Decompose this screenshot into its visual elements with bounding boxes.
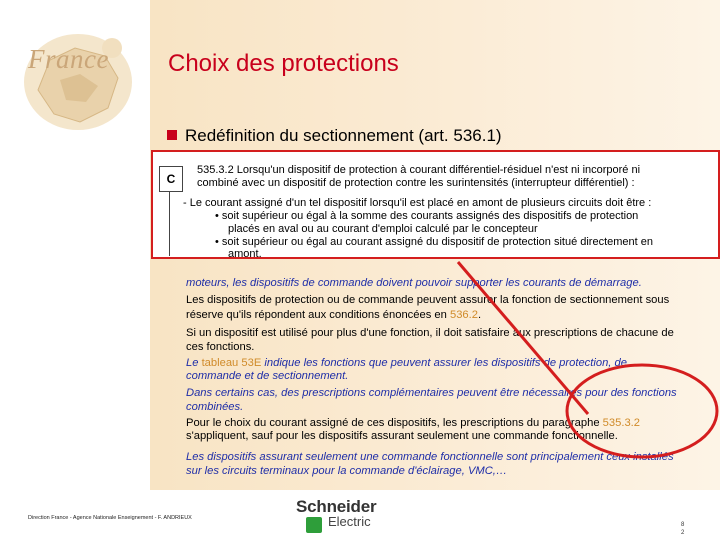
doc-reference: 536.2 [449,309,478,321]
excerpt-line: amont. [228,248,262,260]
doc-line: s'appliquent, sauf pour les dispositifs assurant seulement une commande fonctionnelle. [186,430,618,442]
excerpt-line: 535.3.2 Lorsqu'un dispositif de protection à courant différentiel-résiduel n'est ni incorporé ni [197,164,641,176]
page-number-bottom: 2 [681,530,685,536]
doc-reference: 535.3.2 [602,417,640,429]
logo-text: France [28,44,109,74]
doc-line: ces fonctions. [186,341,255,353]
page-number-top: 8 [681,522,685,528]
doc-line: Si un dispositif est utilisé pour plus d'une fonction, il doit satisfaire aux prescriptions de chacune de [186,327,674,339]
doc-line-text: réserve qu'ils répondent aux conditions énoncées en [186,309,450,321]
excerpt-line: • soit supérieur ou égal au courant assigné du dispositif de protection situé directement en [215,236,654,248]
annotation-ellipse [567,365,717,457]
doc-line-text: Le [186,357,202,369]
slide-title: Choix des protections [168,50,399,77]
doc-line: Dans certains cas, des prescriptions complémentaires peuvent être nécessaires pour des fonctions [186,387,677,399]
excerpt-line: placés en aval ou au courant d'emploi calculé par le concepteur [228,223,538,235]
doc-line-text: . [477,309,482,321]
footer-credit: Direction France - Agence Nationale Enseignement - F. ANDRIEUX [28,515,192,521]
excerpt-line: - Le courant assigné d'un tel dispositif lorsqu'il est placé en amont de plusieurs circuits doit être : [183,197,652,209]
page-number [681,521,684,537]
doc-line: moteurs, les dispositifs de commande doivent pouvoir supporter les courants de démarrage. [186,277,642,289]
brand-name: Schneider [296,497,377,516]
doc-line: sur les circuits terminaux pour la commande d'éclairage, VMC,… [186,465,508,477]
doc-line: commande et de sectionnement. [186,370,349,382]
doc-line: Les dispositifs de protection ou de commande peuvent assurer la fonction de sectionnement sous [186,294,670,306]
doc-line-text: Pour le choix du courant assigné de ces dispositifs, les prescriptions du paragraphe [186,417,603,429]
doc-reference: tableau 53E [201,357,262,369]
section-letter-box: C [159,166,183,192]
brand-sub: Electric [328,514,371,529]
excerpt-line: combiné avec un dispositif de protection contre les surintensités (interrupteur différentiel) : [197,177,635,189]
annotation-arrow-line [458,262,588,414]
doc-line: Les dispositifs assurant seulement une commande fonctionnelle sont principalement ceux installés [186,451,674,463]
doc-line: combinées. [186,401,244,413]
excerpt-line: • soit supérieur ou égal à la somme des courants assignés des dispositifs de protection [215,210,639,222]
electric-leaf-icon [306,517,322,533]
doc-line-text: indique les fonctions que peuvent assurer les dispositifs de protection, de [261,357,627,369]
subtitle-text: Redéfinition du sectionnement (art. 536.1) [185,126,502,145]
schneider-electric-logo [296,497,377,529]
